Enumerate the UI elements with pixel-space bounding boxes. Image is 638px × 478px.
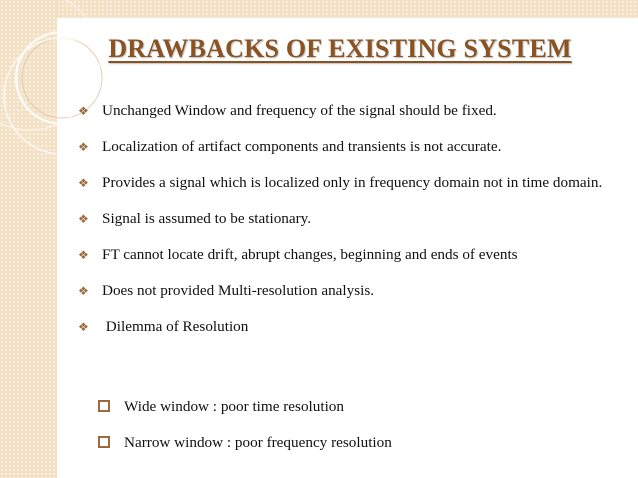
slide-title: DRAWBACKS OF EXISTING SYSTEM: [108, 34, 572, 63]
sub-bullet-text: Wide window : poor time resolution: [124, 398, 344, 415]
sub-bullet-text: Narrow window : poor frequency resolution: [124, 434, 392, 451]
diamond-star-icon: ❖: [78, 320, 89, 334]
square-icon: [98, 400, 110, 412]
list-item: [78, 244, 633, 266]
list-item: [78, 136, 633, 158]
list-item: [98, 396, 618, 418]
diamond-star-icon: ❖: [78, 284, 89, 298]
diamond-star-icon: ❖: [78, 104, 89, 118]
decorative-top-band: [57, 0, 638, 18]
list-item: [78, 280, 633, 302]
diamond-star-icon: ❖: [78, 140, 89, 154]
bullet-text: Dilemma of Resolution: [102, 318, 249, 335]
list-item: [78, 208, 633, 230]
bullet-text: Unchanged Window and frequency of the signal should be fixed.: [102, 102, 497, 119]
bullet-text: Provides a signal which is localized only in frequency domain not in time domain.: [102, 174, 603, 191]
bullet-list: [78, 100, 633, 352]
bullet-text: Signal is assumed to be stationary.: [102, 210, 312, 227]
list-item: [78, 100, 633, 122]
list-item: [78, 316, 633, 338]
sub-bullet-list: [98, 396, 618, 454]
diamond-star-icon: ❖: [78, 212, 89, 226]
square-icon: [98, 436, 110, 448]
diamond-star-icon: ❖: [78, 176, 89, 190]
bullet-text: Does not provided Multi-resolution analysis.: [102, 282, 375, 299]
bullet-text: Localization of artifact components and transients is not accurate.: [102, 138, 502, 155]
diamond-star-icon: ❖: [78, 248, 89, 262]
list-item: [98, 432, 618, 454]
list-item: [78, 168, 633, 198]
bullet-text: FT cannot locate drift, abrupt changes, beginning and ends of events: [102, 246, 518, 263]
